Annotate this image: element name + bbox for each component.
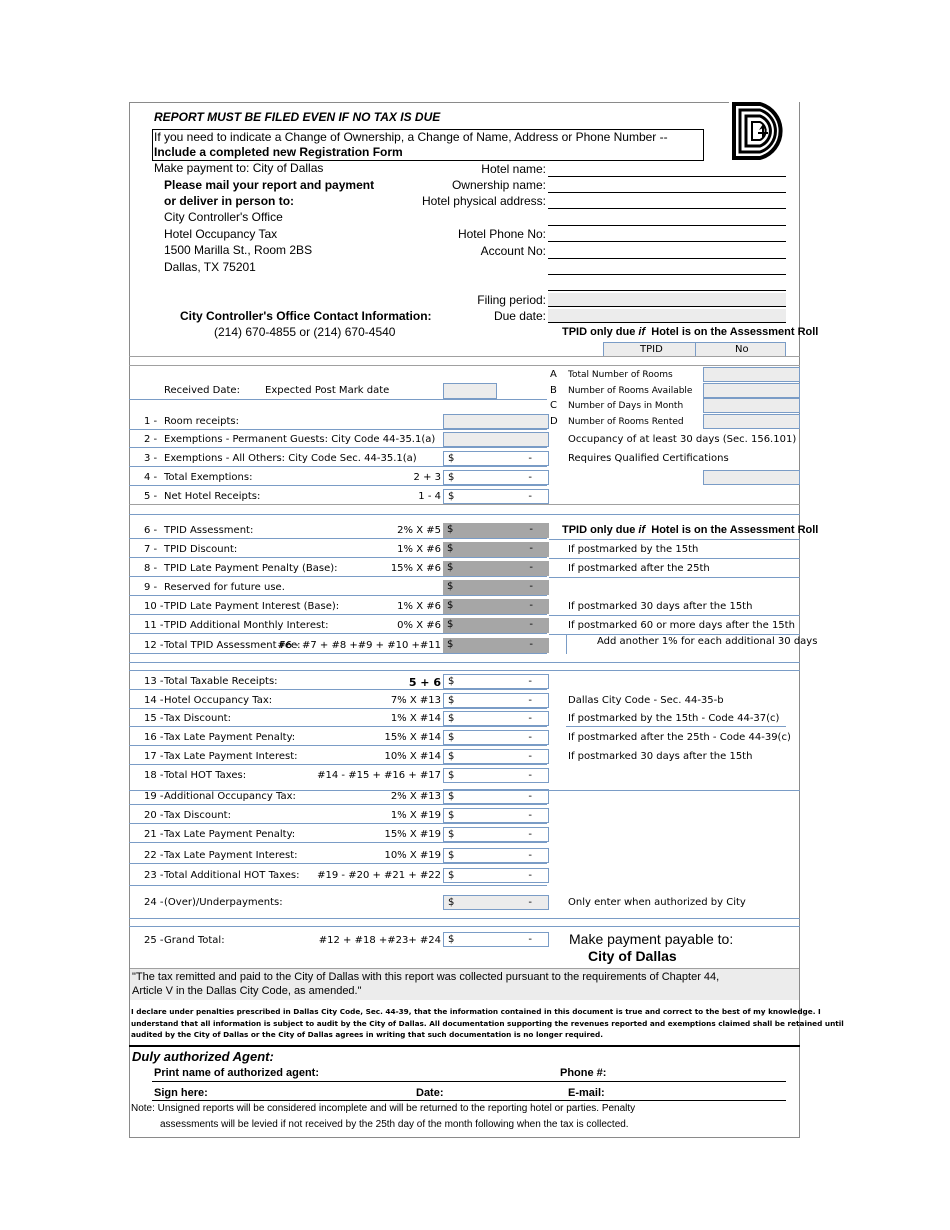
amount-value: - (528, 472, 532, 483)
email-label: E-mail: (568, 1087, 605, 1099)
row-divider (129, 633, 547, 634)
amount-field[interactable] (443, 470, 549, 485)
row-divider (129, 804, 547, 805)
line-number: 16 - (144, 732, 164, 743)
tpid-header: TPID only due if Hotel is on the Assessment Roll (562, 326, 819, 338)
line-label: Exemptions - Permanent Guests: City Code 44-35.1(a) (164, 434, 436, 445)
room-stat-field[interactable] (703, 383, 800, 398)
amount-value: - (528, 810, 532, 821)
line-label: Room receipts: (164, 416, 239, 427)
change-notice-line1: If you need to indicate a Change of Ownership, a Change of Name, Address or Phone Number -- (154, 130, 668, 144)
dollar-sign: $ (448, 713, 455, 724)
amount-field[interactable] (443, 848, 549, 863)
agent-title: Duly authorized Agent: (132, 1049, 274, 1064)
dollar-sign: $ (448, 934, 455, 945)
room-stat-letter: C (550, 400, 557, 411)
phone-no-field[interactable] (548, 241, 786, 242)
physical-address-field-2[interactable] (548, 225, 786, 226)
line-calc: 1 - 4 (418, 491, 441, 502)
statement-box (130, 968, 799, 1000)
amount-field[interactable] (443, 561, 549, 576)
hotel-name-label: Hotel name: (481, 162, 546, 176)
physical-address-field[interactable] (548, 208, 786, 209)
tpid-status-table (603, 342, 786, 357)
city-of-dallas-logo-icon (730, 100, 798, 162)
amount-value: - (528, 897, 532, 908)
line-label: Total TPID Assessment Fee: (164, 640, 301, 651)
line-label: Total HOT Taxes: (164, 770, 247, 781)
amount-field[interactable] (443, 868, 549, 883)
amount-field[interactable] (443, 808, 549, 823)
tpid-note: If postmarked after the 25th (568, 563, 710, 574)
line-calc: 7% X #13 (390, 695, 441, 706)
mail-instruction-line2: or deliver in person to: (164, 194, 295, 208)
line-calc: #12 + #18 +#23+ #24 (318, 935, 441, 946)
amount-field[interactable] (443, 711, 549, 726)
hot-note: If postmarked by the 15th - Code 44-37(c) (568, 713, 780, 724)
amount-field[interactable] (443, 895, 549, 910)
room-stat-field[interactable] (703, 398, 800, 413)
amount-value: - (528, 453, 532, 464)
room-stat-label: Number of Rooms Rented (568, 417, 684, 427)
amount-field[interactable] (443, 749, 549, 764)
amount-value: - (529, 581, 533, 592)
amount-value: - (528, 770, 532, 781)
amount-value: - (529, 600, 533, 611)
dollar-sign: $ (447, 639, 454, 650)
dollar-sign: $ (447, 524, 454, 535)
line-label: TPID Discount: (164, 544, 238, 555)
row-divider (129, 653, 547, 654)
line-label: Reserved for future use. (164, 582, 285, 593)
line-number: 12 - (144, 640, 164, 651)
dollar-sign: $ (448, 897, 455, 908)
amount-field[interactable] (443, 542, 549, 557)
line-calc: #14 - #15 + #16 + #17 (317, 770, 441, 781)
line-number: 20 - (144, 810, 164, 821)
dollar-sign: $ (448, 472, 455, 483)
dollar-sign: $ (448, 829, 455, 840)
note-divider (566, 634, 567, 654)
hot-note: If postmarked after the 25th - Code 44-39(c) (568, 732, 791, 743)
line-calc: 5 + 6 (408, 676, 441, 689)
hot-note: Dallas City Code - Sec. 44-35-b (568, 695, 724, 706)
line-calc: #19 - #20 + #21 + #22 (317, 870, 441, 881)
tpid-value[interactable]: No (735, 344, 749, 355)
row-divider (129, 576, 547, 577)
amount-field[interactable] (443, 638, 549, 653)
address-line: City Controller's Office (164, 210, 283, 224)
row-divider (129, 466, 547, 467)
line-number: 8 - (144, 563, 158, 574)
blank-line (548, 290, 786, 291)
dollar-sign: $ (448, 751, 455, 762)
statement-line1: "The tax remitted and paid to the City of Dallas with this report was collected pursuant to the requirements of Chapter 44, (132, 971, 720, 983)
exemption-cert-field[interactable] (703, 470, 800, 485)
amount-field[interactable] (443, 599, 549, 614)
line-label: Total Exemptions: (164, 472, 253, 483)
amount-field[interactable] (443, 580, 549, 595)
amount-value: - (528, 491, 532, 502)
dollar-sign: $ (447, 543, 454, 554)
line-calc: 2% X #13 (390, 791, 441, 802)
note-divider (549, 634, 800, 635)
line-number: 1 - (144, 416, 158, 427)
line-label: Total Taxable Receipts: (164, 676, 278, 687)
row-divider (129, 708, 547, 709)
row-divider (129, 764, 547, 765)
line-calc: 1% X #19 (390, 810, 441, 821)
amount-value: - (528, 829, 532, 840)
address-line: Hotel Occupancy Tax (164, 227, 278, 241)
line-label: Tax Late Payment Interest: (164, 850, 298, 861)
line-label: Additional Occupancy Tax: (164, 791, 296, 802)
amount-field[interactable] (443, 674, 549, 689)
tpid-note: If postmarked 30 days after the 15th (568, 601, 753, 612)
line-number: 21 - (144, 829, 164, 840)
line-number: 3 - (144, 453, 158, 464)
dollar-sign: $ (448, 453, 455, 464)
row-divider (129, 745, 547, 746)
amount-field[interactable] (443, 414, 549, 429)
line-calc: 15% X #6 (390, 563, 441, 574)
amount-field[interactable] (443, 789, 549, 804)
line-calc: 1% X #6 (397, 544, 441, 555)
footnote-line1: Note: Unsigned reports will be considered incomplete and will be returned to the reporting hotel or parties. Penalty (131, 1103, 636, 1114)
tpid-note: If postmarked 60 or more days after the 15th (568, 620, 795, 631)
note: Occupancy of at least 30 days (Sec. 156.101) (568, 434, 797, 445)
row-divider (129, 557, 547, 558)
account-no-field[interactable] (548, 258, 786, 259)
line-number: 4 - (144, 472, 158, 483)
declaration: I declare under penalties prescribed in Dallas City Code, Sec. 44-39, that the information contained in this document is true and correct to the best of my knowledge. I understand that all information is subject to audit by the City of Dallas. All documentation supporting the revenues reported and exemptions claimed shall be retained until audited by the City of Dallas or the City of Dallas agrees in writing that such documentation is no longer required. (131, 1007, 844, 1039)
row-divider (129, 614, 547, 615)
room-stat-label: Number of Days in Month (568, 401, 684, 411)
line-number: 23 - (144, 870, 164, 881)
amount-value: - (528, 791, 532, 802)
due-date-label: Due date: (493, 309, 546, 323)
signature-field[interactable] (152, 1100, 786, 1101)
address-line: Dallas, TX 75201 (164, 260, 256, 274)
line-label: TPID Late Payment Penalty (Base): (164, 563, 338, 574)
line-number: 2 - (144, 434, 158, 445)
line-number: 6 - (144, 525, 158, 536)
line-number: 24 - (144, 897, 164, 908)
line-calc: 1% X #6 (397, 601, 441, 612)
room-stat-letter: B (550, 385, 557, 396)
expected-postmark-label: Expected Post Mark date (265, 385, 390, 396)
line-calc: 15% X #19 (384, 829, 441, 840)
sign-here-label: Sign here: (154, 1087, 208, 1099)
line-calc: 1% X #14 (390, 713, 441, 724)
row-divider (129, 823, 547, 824)
line-label: Tax Late Payment Penalty: (164, 732, 296, 743)
due-date-field[interactable] (548, 309, 786, 323)
line-label: Grand Total: (164, 935, 225, 946)
row-divider (129, 842, 547, 843)
physical-address-label: Hotel physical address: (421, 194, 546, 208)
date-label: Date: (416, 1087, 444, 1099)
line-label: Tax Discount: (164, 713, 231, 724)
note-divider (549, 577, 800, 578)
amount-field[interactable] (443, 489, 549, 504)
amount-value: - (528, 713, 532, 724)
change-notice-line2: Include a completed new Registration Form (154, 145, 403, 159)
line-label: Tax Late Payment Penalty: (164, 829, 296, 840)
row-divider (129, 429, 547, 430)
line-number: 17 - (144, 751, 164, 762)
ownership-name-field[interactable] (548, 192, 786, 193)
contact-title: City Controller's Office Contact Information: (180, 309, 432, 323)
line-calc: 2% X #5 (397, 525, 441, 536)
amount-value: - (528, 870, 532, 881)
row-divider (129, 689, 547, 690)
amount-value: - (528, 751, 532, 762)
line-label: Tax Discount: (164, 810, 231, 821)
statement-line2: Article V in the Dallas City Code, as amended." (132, 985, 362, 997)
line-number: 13 - (144, 676, 164, 687)
note-divider (549, 558, 800, 559)
amount-value: - (529, 524, 533, 535)
amount-field[interactable] (443, 618, 549, 633)
hotel-name-field[interactable] (548, 176, 786, 177)
line-label: Hotel Occupancy Tax: (164, 695, 273, 706)
received-date-field[interactable] (443, 383, 497, 399)
dollar-sign: $ (447, 562, 454, 573)
line-number: 5 - (144, 491, 158, 502)
filing-period-label: Filing period: (477, 293, 546, 307)
dollar-sign: $ (448, 850, 455, 861)
row-divider (129, 485, 547, 486)
room-stat-label: Number of Rooms Available (568, 386, 693, 396)
payable-to-label: Make payment payable to: (569, 931, 734, 947)
line-number: 18 - (144, 770, 164, 781)
dollar-sign: $ (447, 581, 454, 592)
payable-to-name: City of Dallas (588, 948, 677, 964)
make-payment-to: Make payment to: City of Dallas (154, 161, 324, 175)
dollar-sign: $ (448, 676, 455, 687)
phone-no-label: Hotel Phone No: (457, 227, 546, 241)
line-number: 14 - (144, 695, 164, 706)
amount-field[interactable] (443, 730, 549, 745)
row-divider (129, 447, 547, 448)
amount-value: - (529, 562, 533, 573)
filing-period-field[interactable] (548, 293, 786, 307)
line-label: Total Additional HOT Taxes: (164, 870, 300, 881)
note: Requires Qualified Certifications (568, 453, 729, 464)
line-label: Tax Late Payment Interest: (164, 751, 298, 762)
row-divider (129, 595, 547, 596)
change-notice-box (152, 129, 704, 161)
tpid-note: Add another 1% for each additional 30 days (597, 636, 818, 647)
amount-value: - (529, 619, 533, 630)
note-divider (566, 726, 786, 727)
amount-value: - (528, 695, 532, 706)
amount-field[interactable] (443, 432, 549, 447)
contact-phones: (214) 670-4855 or (214) 670-4540 (214, 325, 396, 339)
amount-value: - (528, 676, 532, 687)
tpid-col-label: TPID (640, 344, 663, 355)
hot-note: If postmarked 30 days after the 15th (568, 751, 753, 762)
row-divider (129, 863, 547, 864)
line-calc: 10% X #19 (384, 850, 441, 861)
line-calc: 2 + 3 (413, 472, 441, 483)
line-number: 9 - (144, 582, 158, 593)
dollar-sign: $ (448, 870, 455, 881)
row-divider (129, 726, 547, 727)
note-divider (549, 615, 800, 616)
amount-value: - (529, 543, 533, 554)
amount-value: - (528, 732, 532, 743)
print-name-field[interactable] (152, 1081, 786, 1082)
dollar-sign: $ (448, 791, 455, 802)
grand-total-field[interactable] (443, 932, 549, 947)
room-stat-field[interactable] (703, 414, 800, 429)
mail-instruction-line1: Please mail your report and payment (164, 178, 375, 192)
amount-field[interactable] (443, 768, 549, 783)
line-calc: 10% X #14 (384, 751, 441, 762)
received-date-label: Received Date: (164, 385, 240, 396)
line-number: 11 - (144, 620, 164, 631)
line-label: (Over)/Underpayments: (164, 897, 283, 908)
dollar-sign: $ (448, 770, 455, 781)
dollar-sign: $ (448, 695, 455, 706)
dollar-sign: $ (447, 600, 454, 611)
filing-notice: REPORT MUST BE FILED EVEN IF NO TAX IS DUE (154, 110, 441, 124)
phone-label: Phone #: (560, 1067, 607, 1079)
line-label: TPID Late Payment Interest (Base): (164, 601, 340, 612)
line-number: 22 - (144, 850, 164, 861)
dollar-sign: $ (448, 810, 455, 821)
room-stat-letter: D (550, 416, 558, 427)
line-number: 25 - (144, 935, 164, 946)
print-name-label: Print name of authorized agent: (154, 1067, 320, 1079)
amount-value: - (528, 850, 532, 861)
dollar-sign: $ (448, 491, 455, 502)
form-top-border (129, 102, 729, 103)
tpid-note: If postmarked by the 15th (568, 544, 699, 555)
line-label: TPID Additional Monthly Interest: (164, 620, 329, 631)
room-stat-field[interactable] (703, 367, 800, 382)
account-no-label: Account No: (480, 244, 546, 258)
dollar-sign: $ (447, 619, 454, 630)
address-line: 1500 Marilla St., Room 2BS (164, 243, 313, 257)
dollar-sign: $ (448, 732, 455, 743)
line-number: 7 - (144, 544, 158, 555)
note-divider (549, 539, 800, 540)
line-calc: 15% X #14 (384, 732, 441, 743)
blank-line (548, 274, 786, 275)
amount-value: - (528, 934, 532, 945)
tpid-section-header: TPID only due if Hotel is on the Assessment Roll (562, 524, 819, 536)
amount-field[interactable] (443, 451, 549, 466)
amount-field[interactable] (443, 693, 549, 708)
amount-value: - (529, 639, 533, 650)
room-stat-letter: A (550, 369, 557, 380)
amount-field[interactable] (443, 523, 549, 538)
line-calc: 0% X #6 (397, 620, 441, 631)
line-number: 10 - (144, 601, 164, 612)
line-number: 19 - (144, 791, 164, 802)
line-label: Net Hotel Receipts: (164, 491, 261, 502)
ownership-name-label: Ownership name: (451, 178, 546, 192)
line-number: 15 - (144, 713, 164, 724)
room-stat-label: Total Number of Rooms (568, 370, 673, 380)
amount-field[interactable] (443, 827, 549, 842)
line-calc: #6 - #7 + #8 +#9 + #10 +#11 (277, 640, 441, 651)
line-label: Exemptions - All Others: City Code Sec. 44-35.1(a) (164, 453, 417, 464)
row-divider (129, 538, 547, 539)
line-label: TPID Assessment: (164, 525, 254, 536)
footnote-line2: assessments will be levied if not received by the 25th day of the month following when the tax is collected. (160, 1119, 629, 1130)
line24-note: Only enter when authorized by City (568, 897, 746, 908)
